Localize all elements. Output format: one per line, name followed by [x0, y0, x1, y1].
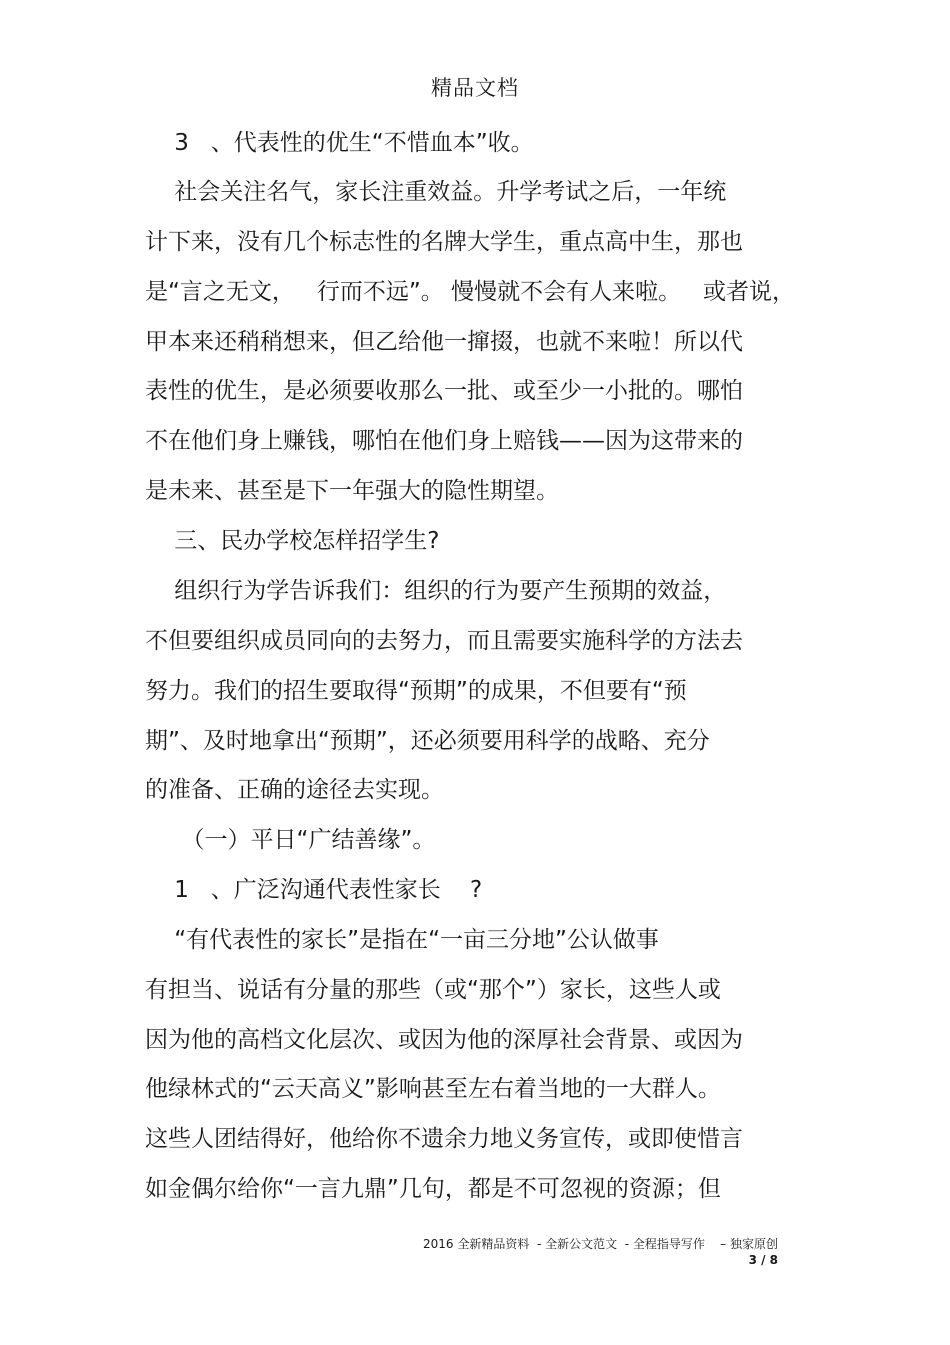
page-footer: 2016 全新精品资料 - 全新公文范文 - 全程指导写作 – 独家原创 [423, 1237, 778, 1251]
text-line: 组织行为学告诉我们：组织的行为要产生预期的效益， [145, 578, 727, 604]
page-header: 精品文档 [431, 76, 519, 100]
text-line: 三、民办学校怎样招学生? [145, 528, 440, 554]
text-line: 不但要组织成员同向的去努力，而且需要实施科学的方法去 [145, 628, 743, 654]
text-line: 因为他的高档文化层次、或因为他的深厚社会背景、或因为 [145, 1027, 743, 1053]
text-line: 有担当、说话有分量的那些（或“那个”）家长，这些人或 [145, 977, 721, 1003]
text-line: （一）平日“广结善缘”。 [145, 827, 436, 853]
text-line: 是未来、甚至是下一年强大的隐性期望。 [145, 478, 559, 504]
text-line: 努力。我们的招生要取得“预期”的成果，不但要有“预 [145, 678, 687, 704]
text-line: 不在他们身上赚钱，哪怕在他们身上赔钱——因为这带来的 [145, 428, 743, 454]
text-line: 3 、代表性的优生“不惜血本”收。 [145, 130, 534, 156]
text-line: “有代表性的家长”是指在“一亩三分地”公认做事 [145, 927, 659, 953]
text-line: 1 、广泛沟通代表性家长 ? [145, 877, 483, 903]
text-line: 他绿林式的“云天高义”影响甚至左右着当地的一大群人。 [145, 1076, 721, 1102]
text-line: 表性的优生，是必须要收那么一批、或至少一小批的。哪怕 [145, 378, 743, 404]
text-line: 社会关注名气，家长注重效益。升学考试之后，一年统 [145, 179, 727, 205]
text-line: 这些人团结得好，他给你不遗余力地义务宣传，或即使惜言 [145, 1126, 743, 1152]
text-line: 甲本来还稍稍想来，但乙给他一撺掇，也就不来啦！所以代 [145, 329, 743, 355]
text-line: 期”、及时地拿出“预期”，还必须要用科学的战略、充分 [145, 728, 710, 754]
page-number: 3 / 8 [748, 1253, 778, 1267]
text-line: 的准备、正确的途径去实现。 [145, 777, 444, 803]
text-line: 计下来，没有几个标志性的名牌大学生，重点高中生，那也 [145, 229, 743, 255]
text-line: 如金偶尔给你“一言九鼎”几句，都是不可忽视的资源；但 [145, 1176, 721, 1202]
text-line: 是“言之无文， 行而不远”。 慢慢就不会有人来啦。 或者说， [145, 279, 796, 305]
